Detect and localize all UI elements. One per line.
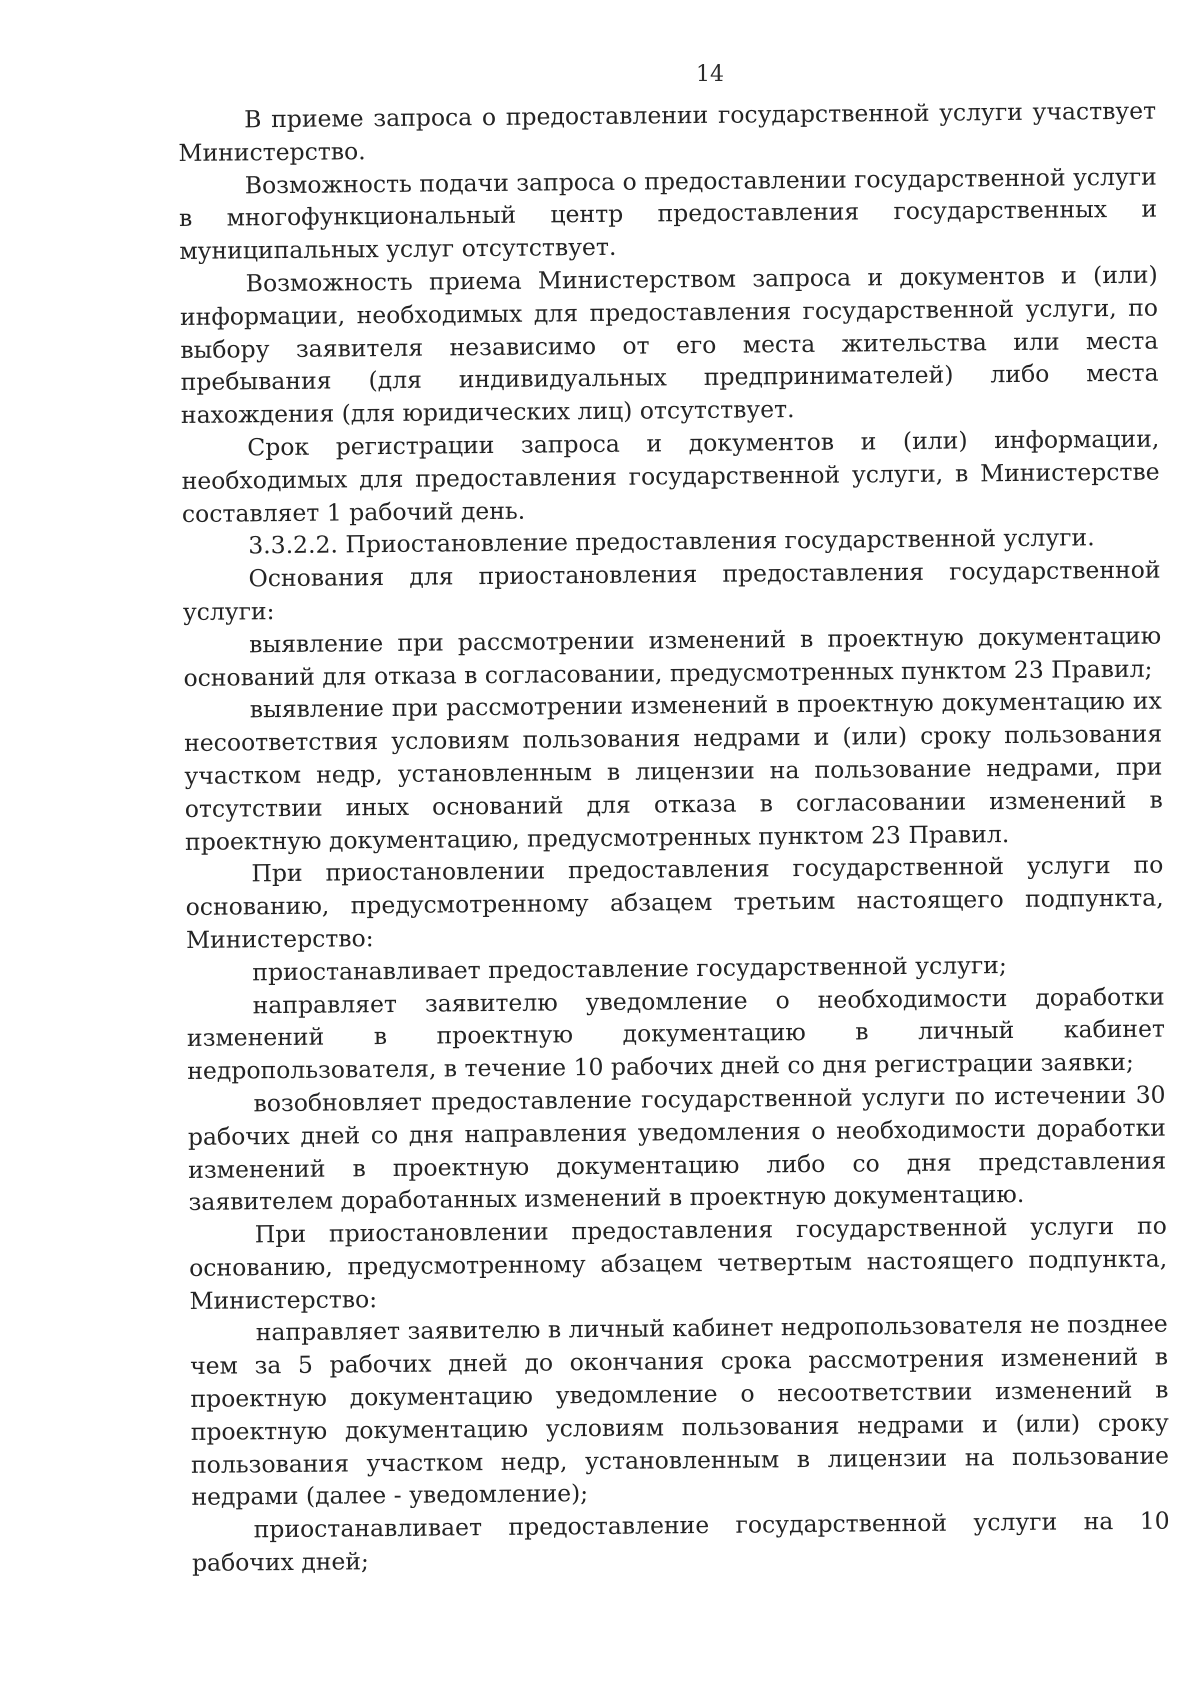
paragraph: направляет заявителю уведомление о необходимости доработки изменений в проектную документацию в личный кабинет недропользователя, в течение 10 рабочих дней со дня регистрации заявки; (186, 982, 1166, 1086)
paragraph: При приостановлении предоставления государственной услуги по основанию, предусмотренному абзацем четвертым настоящего подпункта, Министерство: (189, 1211, 1168, 1315)
paragraph: 3.3.2.2. Приостановление предоставления государственной услуги. (248, 523, 1095, 560)
paragraph: направляет заявителю в личный кабинет недропользователя не позднее чем за 5 рабочих дней до окончания срока рассмотрения изменений в проектную документацию уведомление о несоответствии изменений в проектную документацию условиям пользования недрами и (или) сроку пользования участком недр, установленным в лицензии на пользование недрами (далее - уведомление); (189, 1310, 1170, 1512)
page-number: 14 (696, 62, 724, 87)
paragraph: Основания для приостановления предоставления государственной услуги: (182, 555, 1161, 626)
paragraph: возобновляет предоставление государственной услуги по истечении 30 рабочих дней со дня направления уведомления о необходимости доработки изменений в проектную документацию либо со дня представления заявителем доработанных изменений в проектную документацию. (187, 1080, 1167, 1217)
paragraph: выявление при рассмотрении изменений в проектную документацию оснований для отказа в согласовании, предусмотренных пунктом 23 Правил; (183, 621, 1162, 692)
paragraph: Возможность подачи запроса о предоставлении государственной услуги в многофункциональный центр предоставления государственных и муниципальных услуг отсутствует. (178, 162, 1158, 266)
paragraph: приостанавливает предоставление государственной услуги на 10 рабочих дней; (191, 1506, 1170, 1577)
paragraph: При приостановлении предоставления государственной услуги по основанию, предусмотренному абзацем третьим настоящего подпункта, Министерство: (185, 850, 1164, 954)
paragraph: Срок регистрации запроса и документов и (или) информации, необходимых для предоставления государственной услуги, в Министерстве составляет 1 рабочий день. (181, 424, 1160, 528)
paragraph: приостанавливает предоставление государственной услуги; (252, 950, 1007, 987)
document-body (178, 95, 1170, 1580)
paragraph: выявление при рассмотрении изменений в проектную документацию их несоответствия условиям пользования недрами и (или) сроку пользования участком недр, установленным в лицензии на пользование недрами, при отсутствии иных оснований для отказа в согласовании изменений в проектную документацию, предусмотренных пунктом 23 Правил. (184, 686, 1163, 856)
paragraph: Возможность приема Министерством запроса и документов и (или) информации, необходимых для предоставления государственной услуги, по выбору заявителя независимо от его места жительства или места пребывания (для индивидуальных предпринимателей) либо места нахождения (для юридических лиц) отсутствует. (179, 260, 1159, 430)
paragraph: В приеме запроса о предоставлении государственной услуги участвует Министерство. (178, 96, 1157, 167)
